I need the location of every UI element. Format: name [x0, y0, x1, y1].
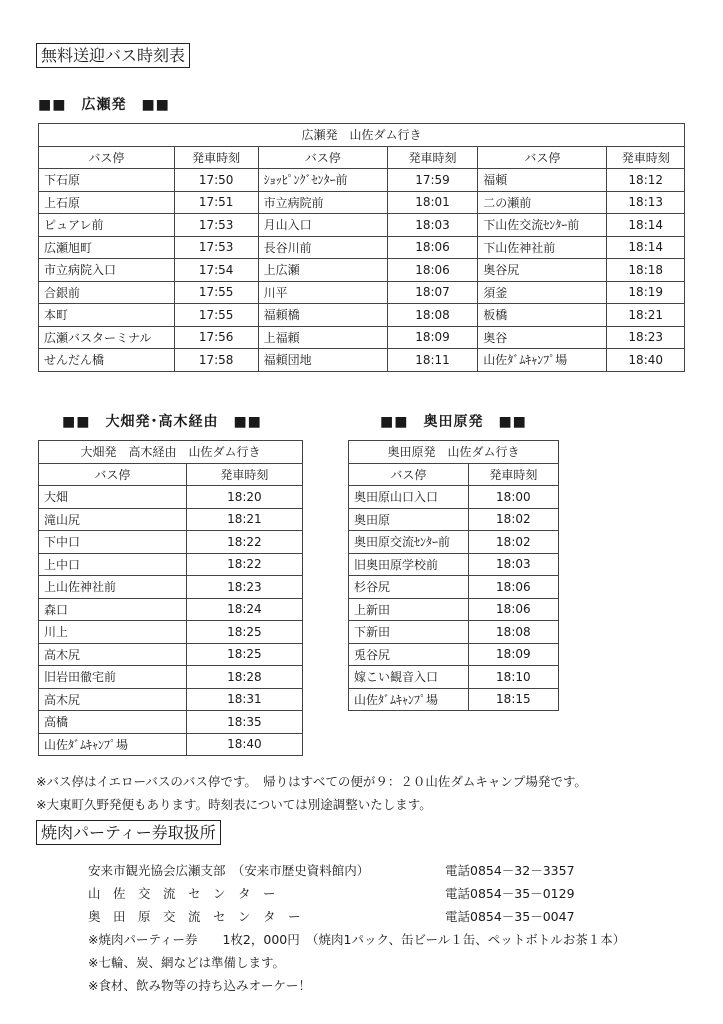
departure-time-cell: 18:40 — [607, 349, 685, 372]
departure-time-cell: 18:25 — [186, 621, 302, 644]
col-header-stop: バス停 — [39, 146, 175, 169]
table-row — [349, 666, 559, 689]
table-row — [39, 281, 685, 304]
departure-time-cell: 18:35 — [186, 711, 302, 734]
bus-stop-cell: 上福頼 — [258, 326, 387, 349]
bus-stop-cell: 市立病院前 — [258, 191, 387, 214]
bus-stop-cell: 森口 — [39, 598, 187, 621]
ticket-note: ※七輪、炭、網などは準備します。 — [88, 955, 285, 970]
table-row — [39, 214, 685, 237]
bus-stop-cell: 川上 — [39, 621, 187, 644]
table-row — [349, 486, 559, 509]
departure-time-cell: 17:50 — [174, 169, 258, 192]
departure-time-cell: 17:53 — [174, 236, 258, 259]
departure-time-cell: 18:06 — [468, 598, 558, 621]
departure-time-cell: 18:14 — [607, 236, 685, 259]
bus-stop-cell: 奥田原山口入口 — [349, 486, 469, 509]
bus-stop-cell: 下新田 — [349, 621, 469, 644]
bus-stop-cell: 上新田 — [349, 598, 469, 621]
bus-stop-cell: 上山佐神社前 — [39, 576, 187, 599]
okutabara-caption: 奥田原発 山佐ダム行き — [349, 441, 559, 464]
col-header-time: 発車時刻 — [468, 463, 558, 486]
ohata-heading: ■■ 大畑発･高木経由 ■■ — [62, 414, 262, 430]
bus-stop-cell: 福頼 — [478, 169, 607, 192]
bus-timetable-title: 無料送迎バス時刻表 — [36, 43, 190, 68]
ohata-caption: 大畑発 高木経由 山佐ダム行き — [39, 441, 303, 464]
venue-phone: 電話0854－35－0047 — [445, 909, 575, 924]
okutabara-heading: ■■ 奥田原発 ■■ — [380, 414, 527, 430]
hirose-caption: 広瀬発 山佐ダム行き — [39, 124, 685, 147]
departure-time-cell: 18:24 — [186, 598, 302, 621]
table-row — [39, 326, 685, 349]
bus-stop-cell: 旧奥田原学校前 — [349, 553, 469, 576]
bus-stop-cell: 兎谷尻 — [349, 643, 469, 666]
table-row — [39, 304, 685, 327]
table-row — [39, 688, 303, 711]
bus-stop-cell: 嫁こい観音入口 — [349, 666, 469, 689]
bus-stop-cell: 上広瀬 — [258, 259, 387, 282]
venue-name: 安来市観光協会広瀬支部 （安来市歴史資料館内） — [88, 863, 370, 878]
bus-stop-cell: 奥田原 — [349, 508, 469, 531]
table-row — [39, 486, 303, 509]
hirose-heading: ■■ 広瀬発 ■■ — [38, 97, 170, 113]
departure-time-cell: 18:22 — [186, 553, 302, 576]
bus-stop-cell: 広瀬旭町 — [39, 236, 175, 259]
bus-stop-cell: 高木尻 — [39, 688, 187, 711]
departure-time-cell: 18:03 — [468, 553, 558, 576]
departure-time-cell: 18:22 — [186, 531, 302, 554]
departure-time-cell: 17:59 — [387, 169, 477, 192]
bus-stop-cell: 合銀前 — [39, 281, 175, 304]
bus-stop-cell: 杉谷尻 — [349, 576, 469, 599]
bus-stop-cell: 二の瀬前 — [478, 191, 607, 214]
bus-stop-cell: ピュアレ前 — [39, 214, 175, 237]
departure-time-cell: 18:00 — [468, 486, 558, 509]
col-header-stop: バス停 — [478, 146, 607, 169]
departure-time-cell: 18:01 — [387, 191, 477, 214]
departure-time-cell: 18:03 — [387, 214, 477, 237]
departure-time-cell: 18:06 — [387, 259, 477, 282]
table-row — [349, 621, 559, 644]
departure-time-cell: 18:10 — [468, 666, 558, 689]
okutabara-timetable — [348, 440, 559, 711]
departure-time-cell: 18:13 — [607, 191, 685, 214]
bus-stop-cell: 月山入口 — [258, 214, 387, 237]
departure-time-cell: 18:14 — [607, 214, 685, 237]
bus-stop-cell: 山佐ﾀﾞﾑｷｬﾝﾌﾟ場 — [349, 688, 469, 711]
bus-stop-cell: 下石原 — [39, 169, 175, 192]
bus-stop-cell: 滝山尻 — [39, 508, 187, 531]
departure-time-cell: 18:18 — [607, 259, 685, 282]
col-header-stop: バス停 — [258, 146, 387, 169]
departure-time-cell: 18:40 — [186, 733, 302, 756]
bus-stop-cell: 市立病院入口 — [39, 259, 175, 282]
bus-stop-cell: 旧岩田徹宅前 — [39, 666, 187, 689]
departure-time-cell: 18:06 — [387, 236, 477, 259]
col-header-time: 発車時刻 — [387, 146, 477, 169]
table-row — [39, 553, 303, 576]
departure-time-cell: 18:21 — [607, 304, 685, 327]
table-row — [39, 531, 303, 554]
bus-stop-cell: 下山佐交流ｾﾝﾀｰ前 — [478, 214, 607, 237]
departure-time-cell: 17:54 — [174, 259, 258, 282]
bus-stop-cell: 須釜 — [478, 281, 607, 304]
departure-time-cell: 18:02 — [468, 531, 558, 554]
table-row — [39, 733, 303, 756]
bus-stop-cell: ｼｮｯﾋﾟﾝｸﾞｾﾝﾀｰ前 — [258, 169, 387, 192]
bus-stop-cell: 下中口 — [39, 531, 187, 554]
table-row — [349, 553, 559, 576]
departure-time-cell: 18:08 — [387, 304, 477, 327]
note-line: ※大東町久野発便もあります。時刻表については別途調整いたします。 — [36, 797, 432, 812]
col-header-time: 発車時刻 — [174, 146, 258, 169]
col-header-time: 発車時刻 — [186, 463, 302, 486]
departure-time-cell: 18:09 — [387, 326, 477, 349]
ticket-title: 焼肉パーティー券取扱所 — [36, 820, 221, 845]
bus-stop-cell: 山佐ﾀﾞﾑｷｬﾝﾌﾟ場 — [478, 349, 607, 372]
departure-time-cell: 18:06 — [468, 576, 558, 599]
departure-time-cell: 17:55 — [174, 304, 258, 327]
departure-time-cell: 18:19 — [607, 281, 685, 304]
table-row — [349, 643, 559, 666]
bus-stop-cell: 長谷川前 — [258, 236, 387, 259]
bus-stop-cell: 奥谷 — [478, 326, 607, 349]
departure-time-cell: 17:51 — [174, 191, 258, 214]
col-header-stop: バス停 — [349, 463, 469, 486]
departure-time-cell: 18:28 — [186, 666, 302, 689]
departure-time-cell: 17:58 — [174, 349, 258, 372]
table-row — [349, 508, 559, 531]
departure-time-cell: 17:56 — [174, 326, 258, 349]
table-row — [39, 349, 685, 372]
bus-stop-cell: 福頼団地 — [258, 349, 387, 372]
table-row — [39, 576, 303, 599]
table-row — [39, 621, 303, 644]
departure-time-cell: 18:23 — [186, 576, 302, 599]
col-header-stop: バス停 — [39, 463, 187, 486]
table-row — [349, 576, 559, 599]
hirose-timetable — [38, 123, 685, 372]
departure-time-cell: 18:15 — [468, 688, 558, 711]
venue-name: 奥 田 原 交 流 セ ン タ ー — [88, 909, 301, 924]
table-row — [39, 508, 303, 531]
bus-stop-cell: 奥田原交流ｾﾝﾀｰ前 — [349, 531, 469, 554]
bus-stop-cell: 下山佐神社前 — [478, 236, 607, 259]
bus-stop-cell: 上中口 — [39, 553, 187, 576]
departure-time-cell: 18:31 — [186, 688, 302, 711]
departure-time-cell: 18:23 — [607, 326, 685, 349]
departure-time-cell: 18:09 — [468, 643, 558, 666]
departure-time-cell: 18:07 — [387, 281, 477, 304]
table-row — [39, 643, 303, 666]
table-row — [39, 711, 303, 734]
bus-stop-cell: 板橋 — [478, 304, 607, 327]
table-row — [349, 688, 559, 711]
bus-stop-cell: 高橋 — [39, 711, 187, 734]
bus-stop-cell: 上石原 — [39, 191, 175, 214]
departure-time-cell: 18:21 — [186, 508, 302, 531]
bus-stop-cell: 高木尻 — [39, 643, 187, 666]
table-row — [349, 531, 559, 554]
venue-phone: 電話0854－35－0129 — [445, 886, 575, 901]
table-row — [39, 191, 685, 214]
departure-time-cell: 18:12 — [607, 169, 685, 192]
departure-time-cell: 18:11 — [387, 349, 477, 372]
table-row — [39, 598, 303, 621]
bus-stop-cell: 大畑 — [39, 486, 187, 509]
venue-phone: 電話0854－32－3357 — [445, 863, 575, 878]
bus-stop-cell: 山佐ﾀﾞﾑｷｬﾝﾌﾟ場 — [39, 733, 187, 756]
departure-time-cell: 18:25 — [186, 643, 302, 666]
table-row — [39, 259, 685, 282]
bus-stop-cell: せんだん橋 — [39, 349, 175, 372]
bus-stop-cell: 広瀬バスターミナル — [39, 326, 175, 349]
table-row — [39, 666, 303, 689]
col-header-time: 発車時刻 — [607, 146, 685, 169]
departure-time-cell: 18:08 — [468, 621, 558, 644]
ticket-note: ※食材、飲み物等の持ち込みオーケー！ — [88, 978, 311, 993]
venue-name: 山 佐 交 流 セ ン タ ー — [88, 886, 276, 901]
bus-stop-cell: 福頼橋 — [258, 304, 387, 327]
departure-time-cell: 17:55 — [174, 281, 258, 304]
ohata-timetable — [38, 440, 303, 756]
table-row — [349, 598, 559, 621]
note-line: ※バス停はイエローバスのバス停です。 帰りはすべての便が９：２０山佐ダムキャンプ場発です。 — [36, 774, 587, 789]
ticket-note: ※焼肉パーティー券 1枚2，000円 （焼肉1パック、缶ビール１缶、ペットボトルお茶１本） — [88, 932, 626, 947]
bus-stop-cell: 川平 — [258, 281, 387, 304]
departure-time-cell: 17:53 — [174, 214, 258, 237]
bus-stop-cell: 本町 — [39, 304, 175, 327]
table-row — [39, 169, 685, 192]
table-row — [39, 236, 685, 259]
departure-time-cell: 18:20 — [186, 486, 302, 509]
bus-stop-cell: 奥谷尻 — [478, 259, 607, 282]
departure-time-cell: 18:02 — [468, 508, 558, 531]
